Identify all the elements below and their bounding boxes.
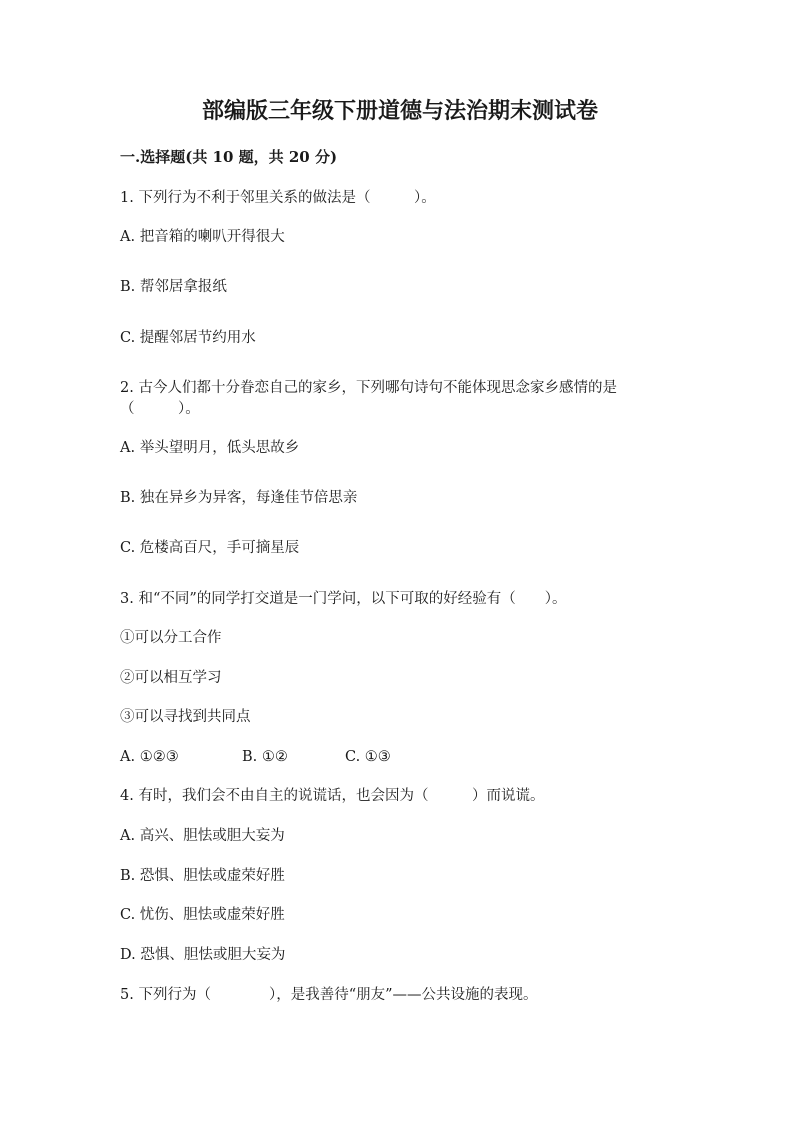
question-4-option-b: B. 恐惧、胆怯或虚荣好胜 bbox=[120, 868, 285, 884]
question-4-option-a: A. 高兴、胆怯或胆大妄为 bbox=[120, 828, 285, 844]
question-2-option-b: B. 独在异乡为异客，每逢佳节倍思亲 bbox=[120, 490, 358, 506]
question-4-option-c: C. 忧伤、胆怯或虚荣好胜 bbox=[120, 907, 285, 923]
question-1-option-c: C. 提醒邻居节约用水 bbox=[120, 330, 256, 346]
question-3-statement-3: ③可以寻找到共同点 bbox=[120, 709, 251, 725]
question-3-stem: 3. 和“不同”的同学打交道是一门学问，以下可取的好经验有（ ）。 bbox=[120, 591, 567, 607]
question-1-option-a: A. 把音箱的喇叭开得很大 bbox=[120, 229, 285, 245]
question-2-option-a: A. 举头望明月，低头思故乡 bbox=[120, 440, 300, 456]
question-1-stem: 1. 下列行为不利于邻里关系的做法是（ ）。 bbox=[120, 190, 436, 206]
question-2-stem-continued: （ ）。 bbox=[120, 401, 200, 417]
section-heading: 一.选择题(共 10 题，共 20 分) bbox=[120, 148, 338, 166]
question-4-stem: 4. 有时，我们会不由自主的说谎话，也会因为（ ）而说谎。 bbox=[120, 788, 545, 804]
question-3-statement-1: ①可以分工合作 bbox=[120, 630, 222, 646]
question-3-option-c: C. ①③ bbox=[345, 749, 391, 765]
question-1-option-b: B. 帮邻居拿报纸 bbox=[120, 279, 227, 295]
page-title: 部编版三年级下册道德与法治期末测试卷 bbox=[201, 98, 598, 124]
question-2-option-c: C. 危楼高百尺，手可摘星辰 bbox=[120, 540, 300, 556]
question-4-option-d: D. 恐惧、胆怯或胆大妄为 bbox=[120, 947, 286, 963]
question-3-option-a: A. ①②③ bbox=[120, 749, 179, 765]
question-3-option-b: B. ①② bbox=[242, 749, 288, 765]
question-2-stem: 2. 古今人们都十分眷恋自己的家乡，下列哪句诗句不能体现思念家乡感情的是 bbox=[120, 380, 617, 396]
question-3-statement-2: ②可以相互学习 bbox=[120, 670, 222, 686]
question-5-stem: 5. 下列行为（ ），是我善待“朋友”——公共设施的表现。 bbox=[120, 987, 538, 1003]
